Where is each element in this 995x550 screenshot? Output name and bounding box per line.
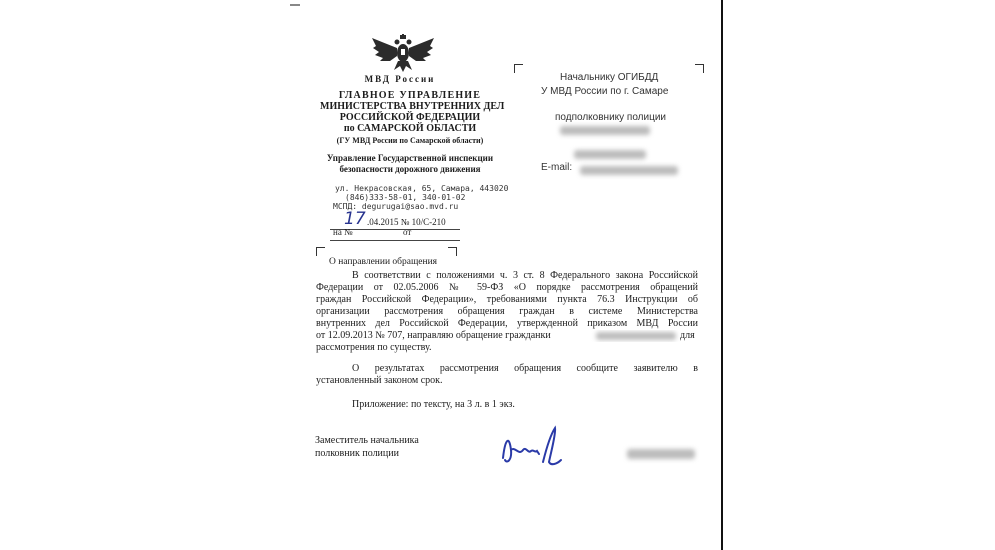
postal-address: ул. Некрасовская, 65, Самара, 443020 [335, 184, 509, 193]
recipient-bracket-right [695, 64, 704, 73]
redacted-signatory-name [627, 449, 695, 459]
mspd-email: МСПД: degurugai@sao.mvd.ru [333, 202, 459, 211]
body-line: установленный законом срок. [316, 375, 443, 386]
handwritten-signature [495, 420, 565, 475]
org-abbreviation: (ГУ МВД России по Самарской области) [336, 136, 484, 145]
reference-from-label: от [403, 227, 412, 237]
recipient-line-1: Начальнику ОГИБДД [560, 72, 659, 83]
body-line: В соответствии с положениями ч. 3 ст. 8 Федерального закона Российской [352, 270, 698, 281]
org-line-3: РОССИЙСКОЙ ФЕДЕРАЦИИ [339, 112, 481, 123]
body-line-with-redaction [316, 330, 698, 342]
signatory-title-1: Заместитель начальника [315, 435, 419, 446]
redacted-citizen-name [596, 332, 676, 340]
scan-mark [290, 4, 300, 6]
body-line: О результатах рассмотрения обращения сообщите заявителю в [352, 363, 698, 374]
subject-bracket-left [316, 247, 325, 256]
email-label: E-mail: [541, 162, 573, 173]
redacted-applicant-name [574, 150, 646, 159]
org-short-name: МВД России [364, 74, 436, 84]
body-paragraph-1 [316, 270, 698, 354]
org-line-1: ГЛАВНОЕ УПРАВЛЕНИЕ [338, 90, 482, 101]
recipient-line-2: У МВД России по г. Самаре [541, 86, 669, 97]
attachment-line: Приложение: по тексту, на 3 л. в 1 экз. [352, 399, 515, 410]
redacted-recipient-name [560, 126, 650, 135]
body-line: Федерации от 02.05.2006 № 59-ФЗ «О порядке рассмотрения обращений [316, 282, 698, 293]
page-edge-line [721, 0, 723, 550]
subject-line: О направлении обращения [329, 257, 438, 267]
signatory-title-2: полковник полиции [315, 448, 399, 459]
body-line: рассмотрения по существу. [316, 342, 432, 353]
department-line-1: Управление Государственной инспекции [326, 153, 494, 163]
org-line-4: по САМАРСКОЙ ОБЛАСТИ [343, 123, 477, 134]
reference-underline [330, 240, 460, 241]
handwritten-day: 17 [344, 209, 366, 229]
subject-bracket-right [448, 247, 457, 256]
body-line-tail: для [680, 330, 695, 341]
department-line-2: безопасности дорожного движения [339, 164, 481, 174]
body-line: внутренних дел Российской Федерации, утвержденной приказом МВД России [316, 318, 698, 329]
recipient-bracket-left [514, 64, 523, 73]
body-line: организации рассмотрения обращения граждан в системе Министерства [316, 306, 698, 317]
phone-numbers: (846)333-58-01, 340-01-02 [345, 193, 466, 202]
org-line-2: МИНИСТЕРСТВА ВНУТРЕННИХ ДЕЛ [320, 101, 505, 112]
redacted-email [580, 166, 678, 175]
outgoing-date-number: .04.2015 № 10/С-210 [367, 217, 446, 227]
body-paragraph-2 [316, 363, 698, 387]
body-line-text: от 12.09.2013 № 707, направляю обращение гражданки [316, 330, 551, 341]
reference-number-label: на № [333, 227, 353, 237]
double-headed-eagle-emblem [370, 34, 436, 74]
body-line: граждан Российской Федерации», требованиями пункта 76.3 Инструкции об [316, 294, 698, 305]
recipient-line-3: подполковнику полиции [555, 112, 666, 123]
